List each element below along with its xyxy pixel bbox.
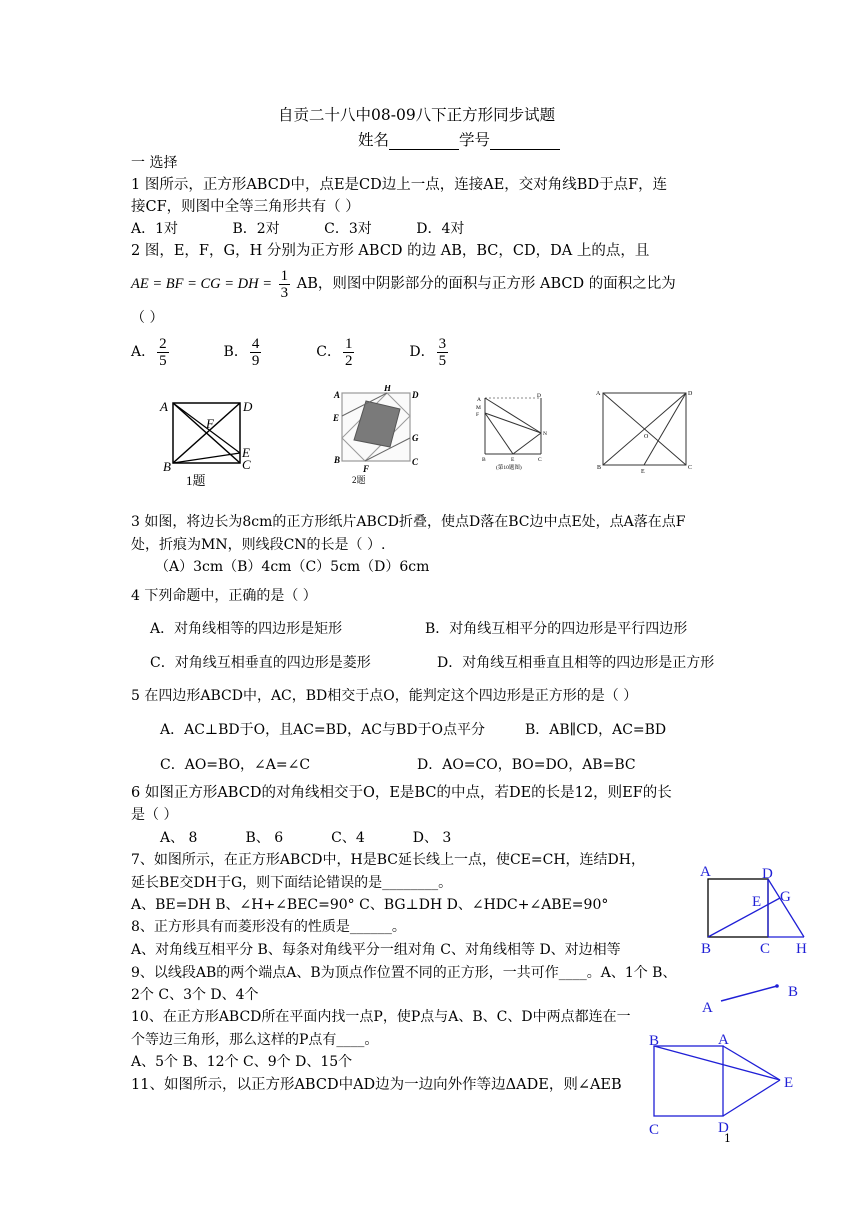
fig2-label-g: G — [412, 433, 419, 443]
fig1-label-c: C — [242, 457, 251, 472]
fig7-label-d: D — [762, 866, 773, 882]
q3-line2: 处，折痕为MN，则线段CN的长是（ ）. — [131, 537, 386, 553]
q1-line2: 接CF，则图中全等三角形共有（ ） — [131, 199, 360, 215]
q10-line3: A、5个 B、12个 C、9个 D、15个 — [131, 1054, 353, 1070]
page-number: 1 — [724, 1132, 731, 1145]
q2-line2 — [131, 266, 676, 302]
fig7-label-h: H — [796, 941, 807, 957]
fig3-label-m: M — [476, 405, 481, 411]
fig2-label-e: E — [333, 413, 340, 423]
fig2-label-h: H — [384, 385, 392, 393]
q5-option-b: B．AB∥CD，AC=BD — [525, 722, 667, 738]
q5-option-a: A．AC⊥BD于O，且AC=BD，AC与BD于O点平分 — [160, 722, 485, 738]
figure-q11 — [644, 1028, 804, 1140]
fig1-label-e: E — [242, 445, 250, 460]
q2-line1: 2 图，E，F，G，H 分别为正方形 ABCD 的边 AB，BC，CD，DA 上的点，且 — [131, 243, 650, 259]
fig2-label-f: F — [363, 464, 370, 474]
q3-line1: 3 如图，将边长为8cm的正方形纸片ABCD折叠，使点D落在BC边中点E处，点A落在点F — [131, 514, 686, 530]
q3-options: （A）3cm（B）4cm（C）5cm（D）6cm — [155, 559, 430, 575]
figure-q7 — [696, 860, 816, 960]
q1-option-a: A．1对 — [131, 221, 179, 237]
fig9-label-b: B — [788, 984, 799, 1000]
q2-eq-fraction — [279, 268, 291, 301]
fig4-label-b: B — [597, 465, 602, 471]
q11-line1: 11、如图所示，以正方形ABCD中AD边为一边向外作等边ΔADE，则∠AEB — [131, 1077, 622, 1093]
q6-option-c: C、4 — [331, 830, 365, 846]
q10-line2: 个等边三角形，那么这样的P点有____。 — [131, 1032, 379, 1048]
fig11-label-c: C — [649, 1122, 660, 1138]
figure-3 — [474, 390, 554, 475]
fig1-label-b: B — [163, 459, 171, 474]
fig4-label-e: E — [641, 469, 645, 475]
q4-option-a: A．对角线相等的四边形是矩形 — [150, 621, 343, 637]
q6-line1: 6 如图正方形ABCD的对角线相交于O，E是BC的中点，若DE的长是12，则EF的长 — [131, 785, 672, 801]
fig4-label-o: O — [644, 434, 649, 440]
fig2-label-a: A — [334, 390, 341, 400]
fig3-label-f: F — [476, 412, 480, 418]
q7-line1: 7、如图所示，在正方形ABCD中，H是BC延长线上一点，使CE=CH，连结DH， — [131, 852, 645, 868]
q2-options — [131, 332, 450, 372]
name-label: 姓名 — [358, 131, 390, 149]
fig2-label-d: D — [412, 390, 419, 400]
fig1-caption: 1题 — [186, 473, 206, 488]
fig1-label-d: D — [243, 399, 253, 414]
q6-option-a: A、 8 — [160, 830, 198, 846]
fig11-label-e: E — [784, 1075, 794, 1091]
q4-option-d: D．对角线互相垂直且相等的四边形是正方形 — [437, 655, 715, 671]
id-blank[interactable] — [490, 131, 560, 150]
fig7-label-e: E — [752, 894, 762, 910]
fig7-label-b: B — [701, 941, 712, 957]
q2-option-c: C． $\frac{1}{2}$ — [316, 335, 353, 369]
fig2-label-b: B — [334, 455, 341, 465]
q1-option-c: C．3对 — [324, 221, 372, 237]
page-title: 自贡二十八中08-09八下正方形同步试题 — [278, 106, 556, 124]
name-blank[interactable] — [389, 131, 459, 150]
q6-option-b: B、 6 — [245, 830, 284, 846]
q4-option-b: B．对角线互相平分的四边形是平行四边形 — [425, 621, 688, 637]
fig3-label-c: C — [538, 457, 542, 463]
q8-line2: A、对角线互相平分 B、每条对角线平分一组对角 C、对角线相等 D、对边相等 — [131, 942, 621, 958]
q1-option-b: B．2对 — [232, 221, 280, 237]
q1-options — [131, 220, 464, 238]
fig2-label-c: C — [412, 457, 419, 467]
q2-eq-den: 3 — [280, 284, 289, 301]
q2-option-a: A． $\frac{2}{5}$ — [131, 335, 167, 369]
fig1-label-f: F — [206, 416, 214, 431]
figure-q9 — [697, 978, 807, 1018]
fig2-caption: 2题 — [352, 475, 366, 485]
fig9-label-a: A — [702, 1000, 713, 1016]
fig3-label-n: N — [543, 431, 547, 437]
fig1-label-a: A — [160, 399, 168, 414]
fig4-label-a: A — [596, 391, 601, 397]
q5-stem: 5 在四边形ABCD中，AC，BD相交于点O，能判定这个四边形是正方形的是（ ） — [131, 688, 638, 704]
q2-line3: （ ） — [131, 310, 164, 326]
fig3-label-a: A — [477, 397, 481, 403]
figure-1 — [158, 395, 268, 490]
q4-stem: 4 下列命题中，正确的是（ ） — [131, 588, 317, 604]
q6-options — [160, 829, 451, 847]
q9-line2: 2个 C、3个 D、4个 — [131, 987, 259, 1003]
q2-option-d: D． $\frac{3}{5}$ — [409, 335, 447, 369]
fig11-label-a: A — [718, 1032, 729, 1048]
q9-line1: 9、以线段AB的两个端点A、B为顶点作位置不同的正方形，一共可作____。A、1个 B、 — [131, 965, 677, 981]
q2-eq-num: 1 — [280, 267, 289, 284]
fig7-label-a: A — [700, 864, 711, 880]
q8-line1: 8、正方形具有而菱形没有的性质是______。 — [131, 919, 406, 935]
q6-option-d: D、 3 — [412, 830, 452, 846]
fig4-label-c: C — [688, 465, 693, 471]
q5-option-d: D．AO=CO，BO=DO，AB=BC — [417, 757, 636, 773]
fig3-label-b: B — [482, 457, 486, 463]
q7-line3: A、BE=DH B、∠H+∠BEC=90° C、BG⊥DH D、∠HDC+∠ABE=90° — [131, 897, 609, 913]
fig3-caption: (第10题图) — [496, 465, 522, 471]
q4-option-c: C．对角线互相垂直的四边形是菱形 — [150, 655, 371, 671]
id-label: 学号 — [459, 131, 491, 149]
q10-line1: 10、在正方形ABCD所在平面内找一点P，使P点与A、B、C、D中两点都连在一 — [131, 1009, 631, 1025]
fig7-label-c: C — [760, 941, 771, 957]
fig4-label-d: D — [688, 391, 693, 397]
name-line — [358, 131, 560, 150]
figure-4 — [594, 385, 704, 475]
fig7-label-g: G — [780, 889, 791, 905]
q2-eq-left: AE = BF = CG = DH = — [131, 276, 273, 292]
q6-line2: 是（ ） — [131, 807, 178, 823]
figure-2 — [330, 385, 425, 485]
fig11-label-d: D — [718, 1120, 729, 1136]
fig3-label-d: D — [537, 393, 541, 399]
fig3-label-e: E — [511, 457, 515, 463]
section-heading: 一 选择 — [131, 155, 178, 171]
q1-line1: 1 图所示，正方形ABCD中，点E是CD边上一点，连接AE，交对角线BD于点F，连 — [131, 177, 668, 193]
fig11-label-b: B — [649, 1033, 660, 1049]
q7-line2: 延长BE交DH于G，则下面结论错误的是________。 — [131, 875, 453, 891]
q5-option-c: C．AO=BO，∠A=∠C — [160, 757, 311, 773]
q1-option-d: D．4对 — [416, 221, 465, 237]
q2-option-b: B． $\frac{4}{9}$ — [223, 335, 260, 369]
q2-eq-right: AB，则图中阴影部分的面积与正方形 ABCD 的面积之比为 — [296, 276, 676, 292]
